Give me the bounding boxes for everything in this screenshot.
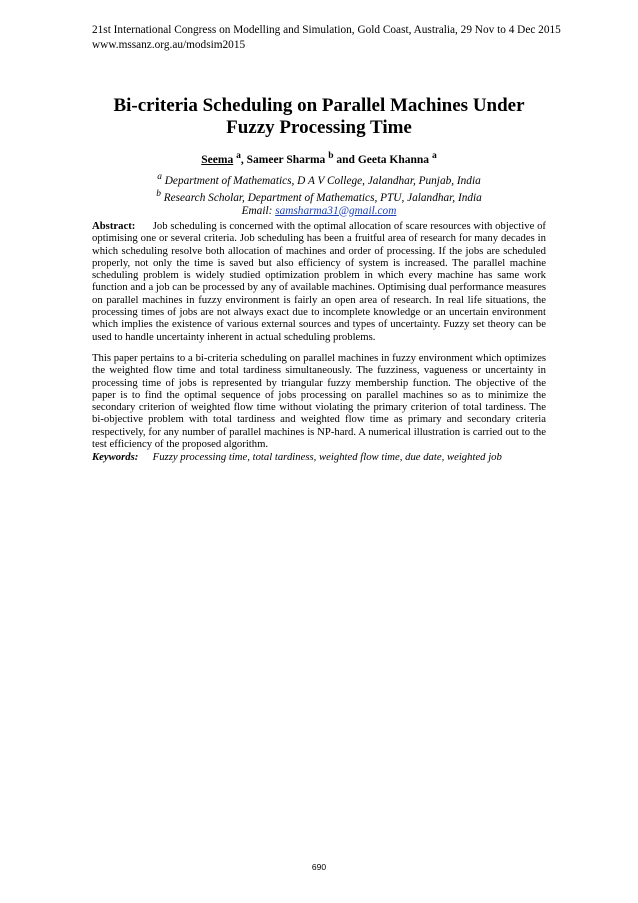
body-paragraph: This paper pertains to a bi-criteria scheduling on parallel machines in fuzzy environment which optimizes the weighted flow time and total tardiness simultaneously. The fuzziness, vagueness or uncertainty in processing time of jobs is represented by triangular fuzzy membership function. The objective of the paper is to find the optimal sequence of jobs processing on parallel machines so as to minimize the secondary criterion of weighted flow time without violating the primary criterion of total tardiness. The bi-objective problem with total tardiness and weighted flow time as primary and secondary criteria respectively, for any number of parallel machines is NP-hard. A numerical illustration is carried out to the test efficiency of the proposed algorithm. [92,352,546,451]
affiliation-a [92,171,546,188]
affiliation-text: Department of Mathematics, D A V College, Jalandhar, Punjab, India [164,174,481,187]
email-label: Email: [241,204,276,217]
abstract-paragraph [92,220,546,343]
author-affiliation-mark: a [431,150,437,161]
paper-title-line: Bi-criteria Scheduling on Parallel Machines Under [113,95,525,116]
paper-title-line: Fuzzy Processing Time [226,117,412,138]
author-name: Sameer Sharma [246,153,326,166]
email-link[interactable]: samsharma31@gmail.com [275,204,397,217]
keywords-label: Keywords: [92,451,139,463]
page-number: 690 [311,862,327,872]
email-line [92,205,546,218]
conference-header-line: 21st International Congress on Modelling and Simulation, Gold Coast, Australia, 29 Nov to 4 Dec 2015 [92,24,561,36]
abstract-text: Job scheduling is concerned with the optimal allocation of scare resources with objective of optimising one or several criteria. Job scheduling has been a fruitful area of research for many decades in which scheduling resolve both allocation of machines and order of processing. If the jobs are scheduled properly, not only the time is saved but also efficiency of system is increased. The parallel machine scheduling problem is widely studied optimization problem in which every machine has same work function and a job can be processed by any of available machines. Optimising dual performance measures on parallel machines in fuzzy environment is fairly an open area of research. In real life situations, the processing times of jobs are not always exact due to incomplete knowledge or an uncertain environment which implies the existence of various external sources and types of uncertainty. Fuzzy set theory can be used to handle uncertainty inherent in actual scheduling problems. [92,220,546,343]
paper-title [92,95,546,139]
abstract-label: Abstract: [92,220,136,232]
author-separator: , [240,153,247,166]
author-separator: and [333,153,358,166]
affiliation-text: Research Scholar, Department of Mathematics, PTU, Jalandhar, India [163,191,482,204]
author-name: Geeta Khanna [357,153,430,166]
affiliation-b [92,188,546,205]
author-list [92,150,546,166]
affiliations [92,171,546,218]
author-name: Seema [201,153,234,166]
keywords-line [92,451,546,463]
keywords-text: Fuzzy processing time, total tardiness, weighted flow time, due date, weighted job [152,451,502,463]
affiliation-mark: b [156,188,161,199]
conference-header [92,23,561,53]
affiliation-mark: a [157,172,162,182]
author-affiliation-mark: a [236,150,241,161]
conference-url: www.mssanz.org.au/modsim2015 [92,39,246,51]
author-affiliation-mark: b [328,150,334,161]
